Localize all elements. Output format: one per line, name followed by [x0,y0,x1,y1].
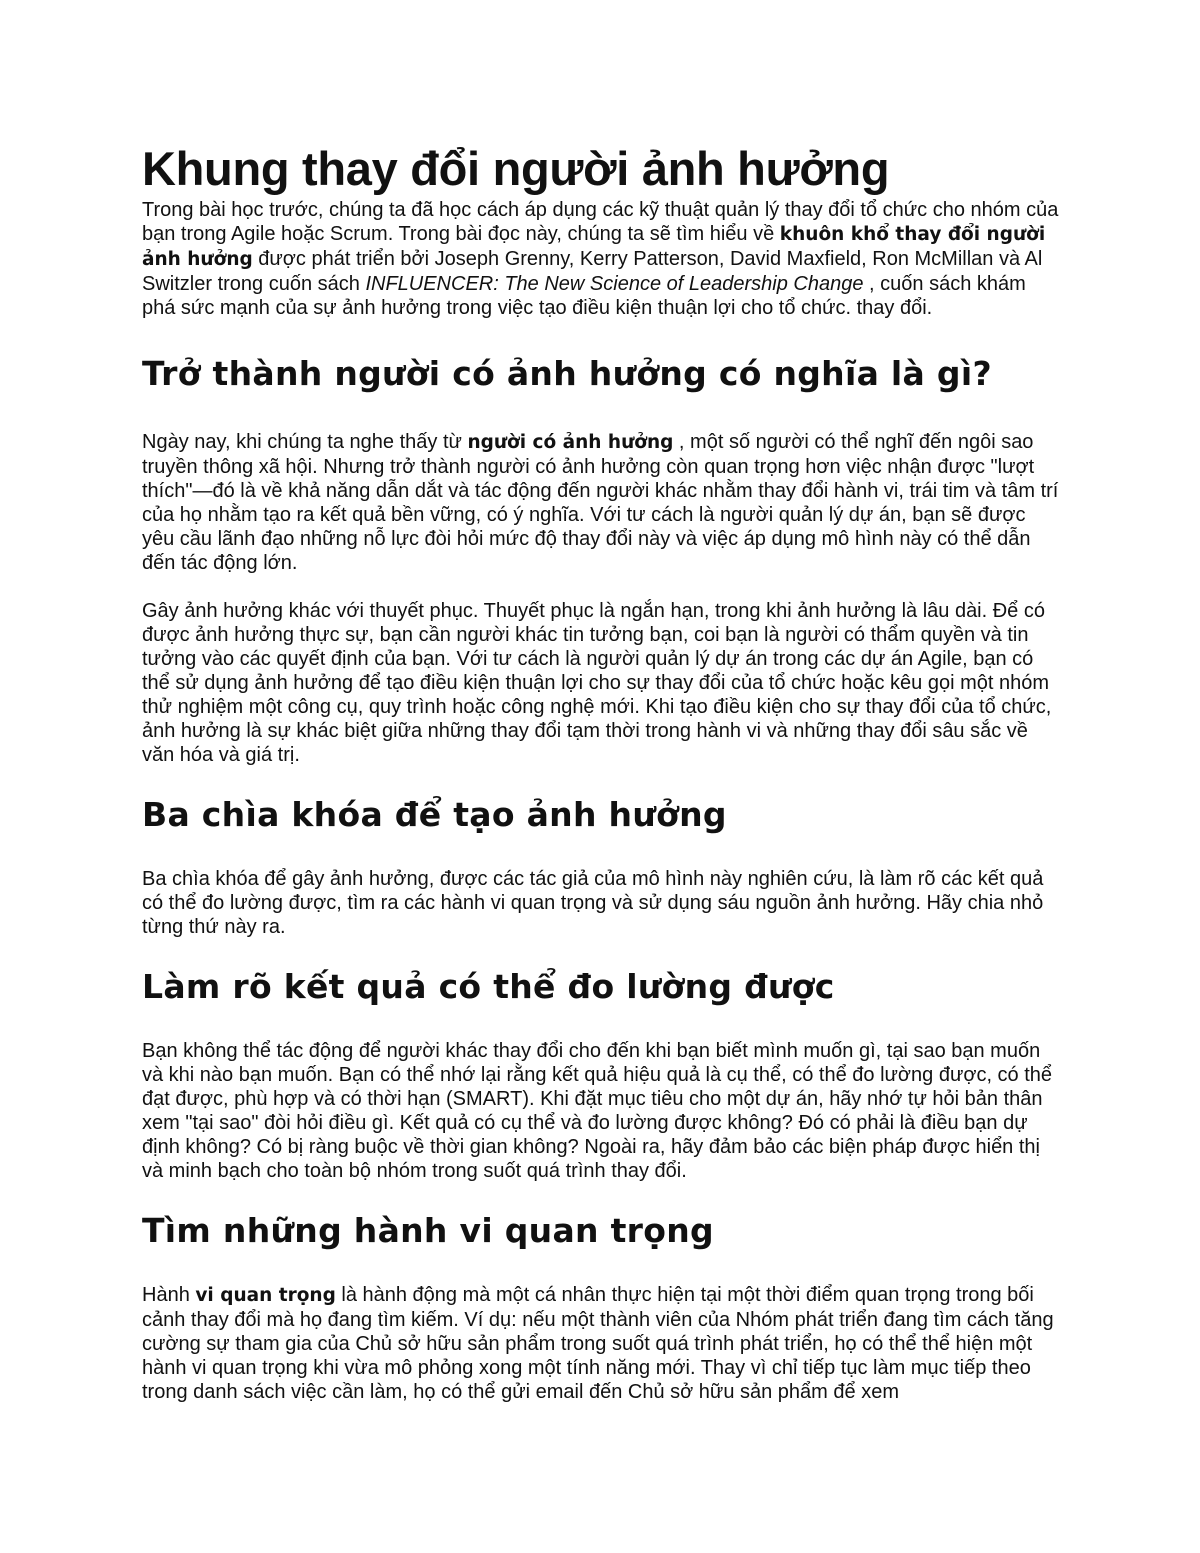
intro-bold-term: khuôn khổ thay đổi người ảnh hưởng [142,224,1046,270]
section1-p1-text-1: Ngày nay, khi chúng ta nghe thấy từ [142,431,468,453]
intro-paragraph [142,198,1062,320]
intro-text-3: , cuốn sách khám phá sức mạnh của sự ảnh hưởng trong việc tạo điều kiện thuận lợi cho tổ chức. thay đổi. [142,273,1026,319]
section1-p1-text-2: , một số người có thể nghĩ đến ngôi sao truyền thông xã hội. Nhưng trở thành người có ảnh hưởng còn quan trọng hơn việc nhận được "lượt thích"—đó là về khả năng dẫn dắt và tác động đến người khác nhằm thay đổi hành vi, trái tim và tâm trí của họ nhằm tạo ra kết quả bền vững, có ý nghĩa. Với tư cách là người quản lý dự án, bạn sẽ được yêu cầu lãnh đạo những nỗ lực đòi hỏi mức độ thay đổi này và việc áp dụng mô hình này có thể dẫn đến tác động lớn. [142,431,1059,574]
section4-p1-text-1: Hành [142,1284,196,1306]
section1-p1-bold-term: người có ảnh hưởng [467,432,674,453]
document-title: Khung thay đổi người ảnh hưởng [142,142,890,195]
section4-paragraph-1 [142,1283,1062,1404]
section-heading-measurable-results: Làm rõ kết quả có thể đo lường được [142,967,835,1006]
section2-paragraph-1: Ba chìa khóa để gây ảnh hưởng, được các tác giả của mô hình này nghiên cứu, là làm rõ các kết quả có thể đo lường được, tìm ra các hành vi quan trọng và sử dụng sáu nguồn ảnh hưởng. Hãy chia nhỏ từng thứ này ra. [142,868,1044,938]
intro-text-1: Trong bài học trước, chúng ta đã học cách áp dụng các kỹ thuật quản lý thay đổi tổ chức cho nhóm của bạn trong Agile hoặc Scrum. Trong bài đọc này, chúng ta sẽ tìm hiểu về [142,199,1059,245]
section3-paragraph-1: Bạn không thể tác động để người khác thay đổi cho đến khi bạn biết mình muốn gì, tại sao bạn muốn và khi nào bạn muốn. Bạn có thể nhớ lại rằng kết quả hiệu quả là cụ thể, có thể đo lường được, có thể đạt được, phù hợp và có thời hạn (SMART). Khi đặt mục tiêu cho một dự án, hãy nhớ tự hỏi bản thân xem "tại sao" đòi hỏi điều gì. Kết quả có cụ thể và đo lường được không? Đó có phải là điều bạn dự định không? Có bị ràng buộc về thời gian không? Ngoài ra, hãy đảm bảo các biện pháp được hiển thị và minh bạch cho toàn bộ nhóm trong suốt quá trình thay đổi. [142,1040,1053,1182]
section-heading-influencer-meaning: Trở thành người có ảnh hưởng có nghĩa là gì? [142,354,992,393]
intro-book-title: INFLUENCER: The New Science of Leadership Change [365,273,864,295]
section4-p1-bold-term: vi quan trọng [195,1285,336,1306]
section-heading-three-keys: Ba chìa khóa để tạo ảnh hưởng [142,795,727,834]
section1-paragraph-1 [142,430,1062,575]
section-heading-vital-behaviors: Tìm những hành vi quan trọng [142,1211,714,1250]
section1-paragraph-2: Gây ảnh hưởng khác với thuyết phục. Thuyết phục là ngắn hạn, trong khi ảnh hưởng là lâu dài. Để có được ảnh hưởng thực sự, bạn cần người khác tin tưởng bạn, coi bạn là người có thẩm quyền và tin tưởng vào các quyết định của bạn. Với tư cách là người quản lý dự án trong các dự án Agile, bạn có thể sử dụng ảnh hưởng để tạo điều kiện thuận lợi cho sự thay đổi của tổ chức hoặc kêu gọi một nhóm thử nghiệm một công cụ, quy trình hoặc công nghệ mới. Khi tạo điều kiện cho sự thay đổi của tổ chức, ảnh hưởng là sự khác biệt giữa những thay đổi tạm thời trong hành vi và những thay đổi sâu sắc về văn hóa và giá trị. [142,600,1052,766]
section4-p1-text-2: là hành động mà một cá nhân thực hiện tại một thời điểm quan trọng trong bối cảnh thay đổi mà họ đang tìm kiếm. Ví dụ: nếu một thành viên của Nhóm phát triển đang tìm cách tăng cường sự tham gia của Chủ sở hữu sản phẩm trong suốt quá trình phát triển, họ có thể thể hiện một hành vi quan trọng khi vừa mô phỏng xong một tính năng mới. Thay vì chỉ tiếp tục làm mục tiếp theo trong danh sách việc cần làm, họ có thể gửi email đến Chủ sở hữu sản phẩm để xem [142,1284,1054,1403]
intro-text-2: được phát triển bởi Joseph Grenny, Kerry Patterson, David Maxfield, Ron McMillan và Al Switzler trong cuốn sách [142,248,1043,295]
document-page [142,140,1062,1404]
